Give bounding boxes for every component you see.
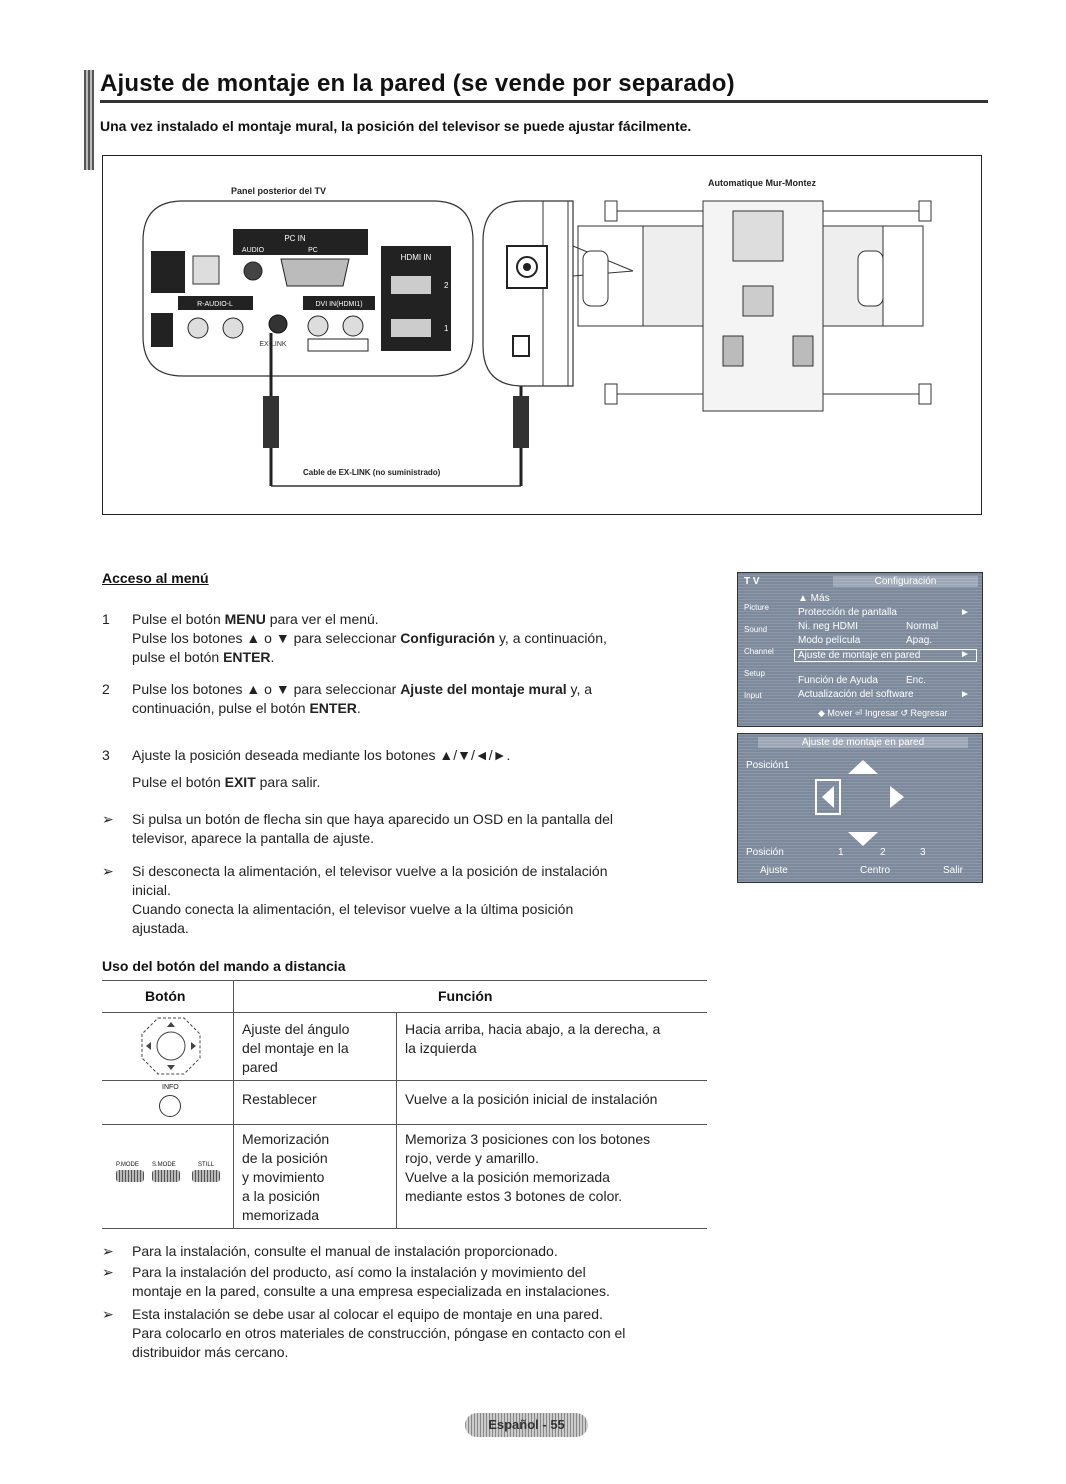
mount-label: Automatique Mur-Montez — [708, 178, 816, 188]
p-mode-button-icon — [116, 1170, 144, 1182]
final-note-3: ➢ Esta instalación se debe usar al colocar el equipo de montaje en una pared. Para colocarlo en otros materiales de construcción, póngase en contacto con el distribuidor más cercano. — [102, 1306, 626, 1360]
info-button-label: INFO — [162, 1084, 179, 1091]
row2-name: Restablecer — [242, 1091, 317, 1107]
audio-out-block — [151, 313, 173, 347]
s-mode-button-icon — [152, 1170, 180, 1182]
final-note-2: ➢ Para la instalación del producto, así como la instalación y movimiento del montaje en la pared, consulte a una empresa especializada en instalaciones. — [102, 1264, 610, 1299]
arrow-left-icon — [822, 786, 834, 808]
info-button-icon — [159, 1095, 181, 1117]
osd-direction-arrows — [808, 756, 918, 856]
step-3: 3 Ajuste la posición deseada mediante los botones ▲/▼/◄/►. Pulse el botón EXIT para salir. — [102, 747, 511, 790]
remote-usage-heading: Uso del botón del mando a distancia — [102, 958, 346, 974]
svg-text:1: 1 — [444, 324, 449, 333]
hdmi-port-2 — [391, 276, 431, 294]
header-side-bar — [84, 70, 94, 170]
page-title: Ajuste de montaje en la pared (se vende por separado) — [100, 70, 735, 97]
menu-access-heading: Acceso al menú — [102, 570, 209, 586]
hdmi-in-text: HDMI IN — [400, 253, 432, 262]
svg-text:DVI IN(HDMI1): DVI IN(HDMI1) — [315, 301, 363, 308]
row2-desc: Vuelve a la posición inicial de instalación — [405, 1091, 658, 1107]
arrow-right-icon — [890, 786, 904, 808]
bracket-top-left — [605, 201, 617, 221]
svg-text:EX-LINK: EX-LINK — [259, 341, 287, 348]
final-note-1: ➢ Para la instalación, consulte el manual de instalación proporcionado. — [102, 1243, 558, 1259]
audio-text: AUDIO — [241, 247, 265, 254]
connection-figure — [102, 155, 982, 515]
svg-text:R-AUDIO-L: R-AUDIO-L — [197, 301, 233, 308]
vga-port — [281, 259, 349, 286]
step-2: 2 Pulse los botones ▲ o ▼ para seleccionar Ajuste del montaje mural y, a continuación, pulse el botón ENTER. — [102, 681, 593, 716]
page-number-badge: Español - 55 — [465, 1413, 588, 1437]
note-osd: ➢ Si pulsa un botón de flecha sin que haya aparecido un OSD en la pantalla del televisor, aparece la pantalla de ajuste. — [102, 811, 614, 846]
arrow-up-icon — [848, 760, 878, 774]
col-function-header: Función — [438, 988, 493, 1004]
row1-name: Ajuste del ángulo del montaje en la pared — [242, 1021, 350, 1075]
page-subtitle: Una vez instalado el montaje mural, la posición del televisor se puede ajustar fácilmente. — [100, 118, 692, 134]
row3-desc: Memoriza 3 posiciones con los botones rojo, verde y amarillo. Vuelve a la posición memorizada mediante estos 3 botones de color. — [405, 1131, 651, 1204]
svg-text:2: 2 — [444, 281, 449, 290]
row1-desc: Hacia arriba, hacia abajo, a la derecha, a la izquierda — [405, 1021, 661, 1056]
col-button-header: Botón — [145, 988, 186, 1004]
audio-jack — [244, 262, 262, 280]
mount-closeup — [483, 201, 573, 386]
osd-setup-screen: T V Configuración Picture Sound Channel Setup Input ▲ Más Protección de pantalla ► Ni. neg HDMI Normal Modo película Apag. Ajuste de montaje en pared ► Función de Ayuda Enc. Actualización del software ► ◆ Mover ⏎ Ingresar ↺ Regresar — [737, 572, 983, 727]
cable-label: Cable de EX-LINK (no suministrado) — [303, 468, 441, 477]
port-digital-audio — [151, 251, 185, 293]
plug-left — [263, 396, 279, 448]
row3-name: Memorización de la posición y movimiento a la posición memorizada — [242, 1131, 330, 1223]
step-1: 1 Pulse el botón MENU para ver el menú. Pulse los botones ▲ o ▼ para seleccionar Configuración y, a continuación, pulse el botón ENTER. — [102, 611, 607, 665]
pc-in-text: PC IN — [284, 234, 306, 243]
still-button-icon — [192, 1170, 220, 1182]
pc-text: PC — [308, 247, 318, 254]
plug-right — [513, 396, 529, 448]
ex-link-jack — [269, 315, 287, 333]
panel-label: Panel posterior del TV — [231, 186, 327, 196]
title-rule — [100, 100, 988, 103]
table-top-rule — [102, 980, 707, 981]
hdmi-port-1 — [391, 319, 431, 337]
dpad-icon — [138, 1014, 204, 1078]
optical-jack — [193, 256, 219, 284]
note-power: ➢ Si desconecta la alimentación, el televisor vuelve a la posición de instalación inicial. Cuando conecta la alimentación, el televisor vuelve a la última posición ajustada. — [102, 863, 608, 936]
osd-selected-item: Ajuste de montaje en pared — [794, 649, 977, 662]
connection-diagram-svg — [103, 156, 980, 513]
osd-wall-screen: Ajuste de montaje en pared Posición1 Posición 1 2 3 Ajuste Centro Salir — [737, 733, 983, 883]
arrow-down-icon — [848, 832, 878, 846]
